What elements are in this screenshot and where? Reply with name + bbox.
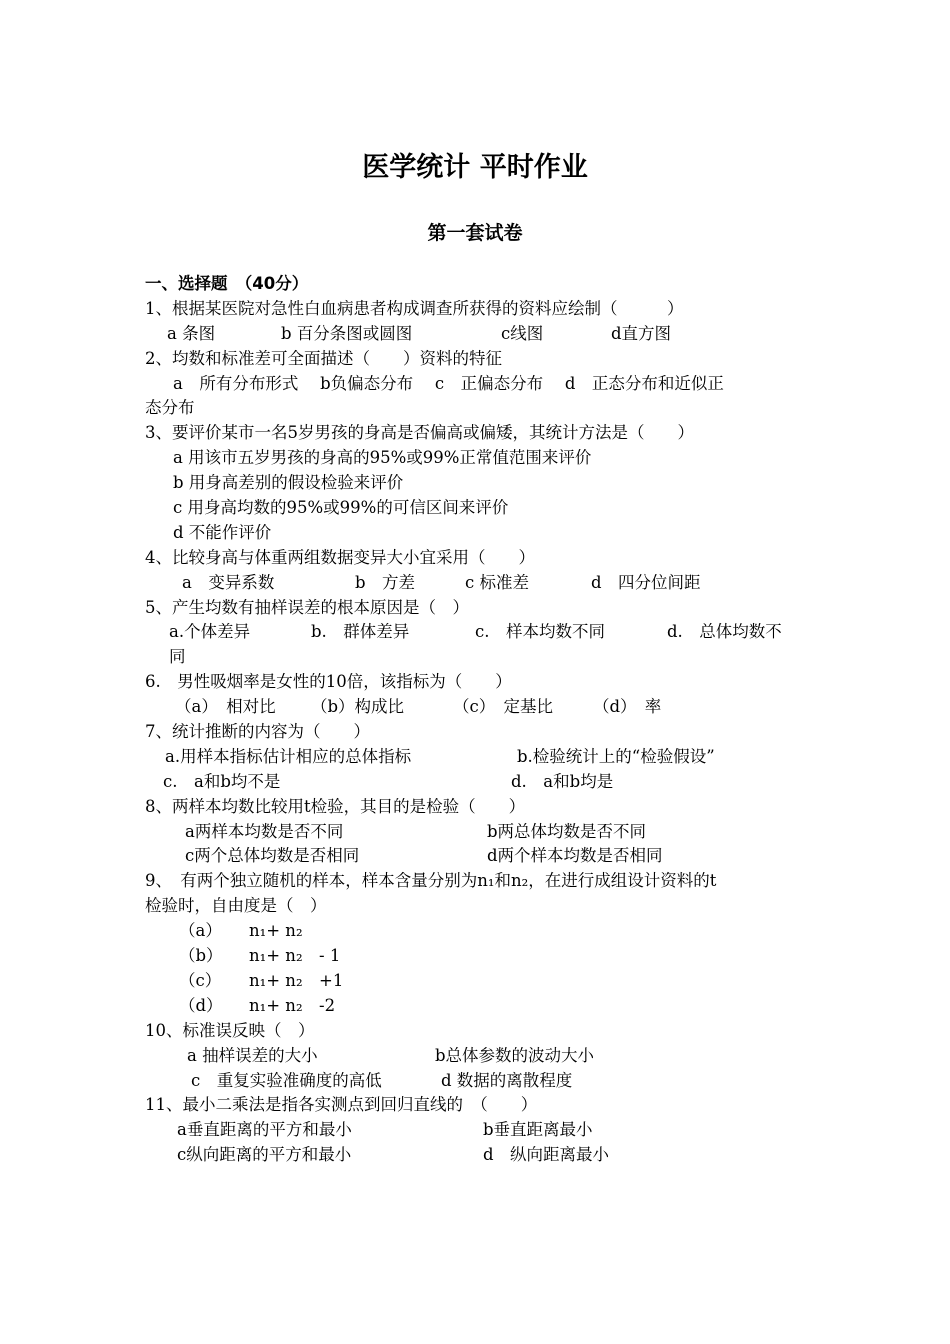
question-2-options — [145, 372, 810, 397]
page-title: 医学统计 平时作业 — [362, 152, 588, 183]
option: d 四分位间距 — [591, 572, 701, 592]
option-label: （b） — [179, 946, 223, 966]
option: b 百分条图或圆图 — [281, 323, 413, 343]
question-9-option-c — [145, 969, 810, 994]
question-11-stem: 11、最小二乘法是指各实测点到回归直线的 （ ） — [145, 1095, 538, 1115]
question-3-stem: 3、要评价某市一名5岁男孩的身高是否偏高或偏矮，其统计方法是（ ） — [145, 423, 694, 443]
option: a 抽样误差的大小 — [187, 1045, 318, 1065]
question-1-options — [145, 322, 810, 347]
option: b 方差 — [355, 572, 416, 592]
option: c纵向距离的平方和最小 — [177, 1145, 352, 1165]
question-3-option-d — [145, 521, 810, 546]
question-4-options — [145, 571, 810, 596]
option: c两个总体均数是否相同 — [185, 846, 360, 866]
option: c 重复实验准确度的高低 — [191, 1070, 382, 1090]
question-6-options — [145, 695, 810, 720]
option: a.个体差异 — [169, 622, 251, 642]
option: a 变异系数 — [182, 572, 275, 592]
option: d两个样本均数是否相同 — [487, 846, 663, 866]
question-11-options-row2 — [145, 1143, 810, 1168]
option: c. a和b均不是 — [163, 771, 281, 791]
question-9-option-d — [145, 994, 810, 1019]
option: a垂直距离的平方和最小 — [177, 1120, 352, 1140]
option-label: （a） — [179, 921, 222, 941]
question-4-stem: 4、比较身高与体重两组数据变异大小宜采用（ ） — [145, 547, 535, 567]
question-9-stem: 9、 有两个独立随机的样本，样本含量分别为n₁和n₂，在进行成组设计资料的t — [145, 871, 717, 891]
option: d 不能作评价 — [173, 522, 272, 542]
question-8-stem: 8、两样本均数比较用t检验，其目的是检验（ ） — [145, 796, 526, 816]
question-9-stem-cont: 检验时，自由度是（ ） — [145, 896, 327, 916]
option: （d） 率 — [593, 697, 662, 717]
option: a 条图 — [167, 323, 216, 343]
option: （a） 相对比 — [175, 697, 276, 717]
option-line: a 所有分布形式 b负偏态分布 c 正偏态分布 d 正态分布和近似正 — [173, 373, 724, 393]
option: c 标准差 — [465, 572, 529, 592]
option: b. 群体差异 — [311, 622, 410, 642]
option: c 用身高均数的95%或99%的可信区间来评价 — [173, 498, 509, 518]
option: d. a和b均是 — [511, 771, 614, 791]
question-3-option-b — [145, 471, 810, 496]
option-label: （d） — [179, 995, 223, 1015]
option: （b）构成比 — [311, 697, 405, 717]
question-1-stem: 1、根据某医院对急性白血病患者构成调查所获得的资料应绘制（ ） — [145, 298, 684, 318]
question-8-options-row1 — [145, 820, 810, 845]
option-label: （c） — [179, 970, 222, 990]
question-2-options-cont: 态分布 — [145, 398, 195, 418]
question-10-options-row2 — [145, 1069, 810, 1094]
question-2-stem: 2、均数和标准差可全面描述（ ）资料的特征 — [145, 348, 502, 368]
option: c. 样本均数不同 — [475, 622, 605, 642]
section-heading: 一、选择题 （40分） — [145, 274, 309, 293]
question-5-options — [145, 620, 810, 645]
option: d. 总体均数不 — [667, 622, 782, 642]
option-cont: 同 — [169, 647, 186, 667]
question-list — [145, 272, 810, 1168]
question-6-stem: 6. 男性吸烟率是女性的10倍，该指标为（ ） — [145, 672, 512, 692]
page-subtitle: 第一套试卷 — [427, 222, 523, 244]
question-3-option-c — [145, 496, 810, 521]
option: a两样本均数是否不同 — [185, 821, 344, 841]
question-10-options-row1 — [145, 1044, 810, 1069]
question-5-options-cont — [145, 645, 810, 670]
option-value: n₁+ n₂ +1 — [249, 970, 344, 990]
option: d直方图 — [611, 323, 672, 343]
question-9-option-a — [145, 919, 810, 944]
question-7-stem: 7、统计推断的内容为（ ） — [145, 722, 370, 742]
question-11-options-row1 — [145, 1118, 810, 1143]
option: a 用该市五岁男孩的身高的95%或99%正常值范围来评价 — [173, 448, 592, 468]
option: b 用身高差别的假设检验来评价 — [173, 473, 404, 493]
option: b.检验统计上的“检验假设” — [517, 746, 715, 766]
option-value: n₁+ n₂ — [249, 921, 303, 941]
option: b垂直距离最小 — [483, 1120, 593, 1140]
question-3-option-a — [145, 446, 810, 471]
question-7-options-row1 — [145, 745, 810, 770]
question-8-options-row2 — [145, 844, 810, 869]
question-5-stem: 5、产生均数有抽样误差的根本原因是（ ） — [145, 597, 469, 617]
option: d 数据的离散程度 — [441, 1070, 573, 1090]
option: c线图 — [501, 323, 544, 343]
question-10-stem: 10、标准误反映（ ） — [145, 1020, 315, 1040]
option: d 纵向距离最小 — [483, 1145, 610, 1165]
question-9-option-b — [145, 944, 810, 969]
question-7-options-row2 — [145, 770, 810, 795]
option: b两总体均数是否不同 — [487, 821, 647, 841]
option: b总体参数的波动大小 — [435, 1045, 595, 1065]
option-value: n₁+ n₂ -2 — [249, 995, 336, 1015]
option: a.用样本指标估计相应的总体指标 — [165, 746, 412, 766]
option-value: n₁+ n₂ - 1 — [249, 946, 341, 966]
option: （c） 定基比 — [453, 697, 553, 717]
